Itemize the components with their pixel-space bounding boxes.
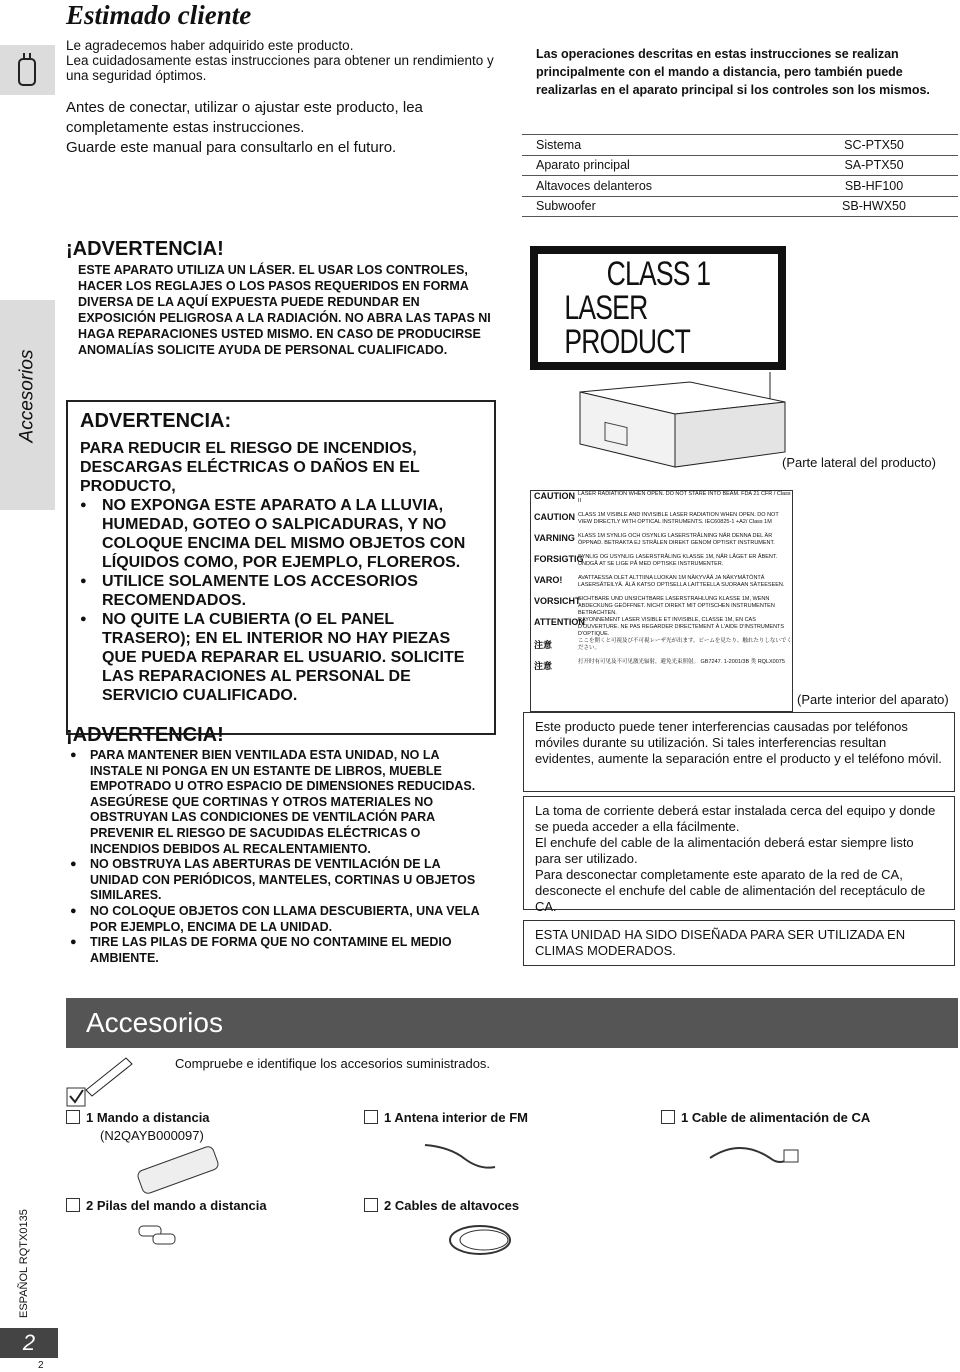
table-row xyxy=(522,176,958,197)
list-item: ● NO EXPONGA ESTE APARATO A LA LLUVIA, HUMEDAD, GOTEO O SALPICADURAS, Y NO COLOQUE ENCIMA DEL MISMO OBJETOS CON LÍQUIDOS COMO, POR EJEMPLO, FLOREROS. xyxy=(80,496,482,572)
caution-row xyxy=(531,659,792,680)
caution-text: LASER RADIATION WHEN OPEN. DO NOT STARE INTO BEAM. FDA 21 CFR / Class II xyxy=(578,491,791,504)
warning-heading: ¡ADVERTENCIA! xyxy=(66,238,224,260)
caution-word: FORSIGTIG xyxy=(534,554,584,564)
caution-label xyxy=(530,490,793,712)
checkbox[interactable] xyxy=(364,1110,378,1124)
caption-side: (Parte lateral del producto) xyxy=(782,455,936,470)
table-cell: SA-PTX50 xyxy=(790,155,958,176)
caution-word: 注意 xyxy=(534,661,553,671)
page-number-small: 2 xyxy=(38,1360,44,1371)
pen-check-icon xyxy=(66,1052,146,1107)
intro-instructions xyxy=(66,98,506,158)
antenna-icon xyxy=(420,1135,500,1175)
accessory-label: 1 Antena interior de FM xyxy=(384,1110,528,1125)
accessory-label: 1 Mando a distancia xyxy=(86,1110,210,1125)
caution-row xyxy=(531,491,792,512)
footer-lang: ESPAÑOL xyxy=(18,1267,30,1318)
warning-box-list xyxy=(80,496,482,705)
accessory-item xyxy=(364,1110,528,1125)
caution-text: 打开时有可见及不可见激光辐射，避免光束照射。 GB7247. 1-2001/3B 类 RQLX0075 xyxy=(578,659,785,665)
plug-icon xyxy=(0,45,55,95)
accessory-item xyxy=(66,1198,267,1213)
info-paragraph: Para desconectar completamente este aparato de la red de CA, desconecte el enchufe del cable de alimentación del receptáculo de CA. xyxy=(535,867,926,914)
intro-line: Le agradecemos haber adquirido este producto. xyxy=(66,38,354,53)
side-tab xyxy=(0,300,55,510)
intro-text xyxy=(66,38,506,83)
caution-row xyxy=(531,617,792,638)
caution-row xyxy=(531,554,792,575)
list-item: ● NO OBSTRUYA LAS ABERTURAS DE VENTILACIÓN DE LA UNIDAD CON PERIÓDICOS, MANTELES, CORTINAS U OBJETOS SIMILARES. xyxy=(70,857,480,904)
accessory-item xyxy=(661,1110,870,1125)
info-box-interference: Este producto puede tener interferencias causadas por teléfonos móviles durante su utilización. Si tales interferencias resultan evidentes, aumente la separación entre el producto y el teléfono móvil. xyxy=(523,712,955,792)
remote-icon xyxy=(128,1146,228,1196)
accessory-item xyxy=(364,1198,519,1213)
table-cell: SB-HF100 xyxy=(790,176,958,197)
accessory-sub: (N2QAYB000097) xyxy=(100,1128,204,1143)
checkbox[interactable] xyxy=(364,1198,378,1212)
caution-word: 注意 xyxy=(534,640,553,650)
list-item: ● UTILICE SOLAMENTE LOS ACCESORIOS RECOMENDADOS. xyxy=(80,572,482,610)
warning-text: ESTE APARATO UTILIZA UN LÁSER. EL USAR LOS CONTROLES, HACER LOS REGLAJES O LOS PASOS REQUERIDOS EN FORMA DIVERSA DE LA AQUÍ EXPUESTA PUEDE REDUNDAR EN EXPOSICIÓN PELIGROSA A LA RADIACIÓN. NO ABRA LAS TAPAS NI HAGA REPARACIONES USTED MISMO. EN CASO DE PRODUCIRSE ANOMALÍAS SOLICITE AYUDA DE PERSONAL CUALIFICADO. xyxy=(78,263,491,357)
side-tab-label: Accesorios xyxy=(16,349,38,443)
info-box-power xyxy=(523,796,955,914)
side-tab-icon-area xyxy=(0,45,55,95)
ventilation-warning xyxy=(70,748,480,966)
info-paragraph: La toma de corriente deberá estar instalada cerca del equipo y donde se pueda acceder a ella fácilmente. xyxy=(535,803,936,834)
caution-word: CAUTION xyxy=(534,512,575,522)
caution-word: VORSICHT xyxy=(534,596,581,606)
table-cell: SC-PTX50 xyxy=(790,135,958,156)
table-cell: SB-HWX50 xyxy=(790,196,958,217)
table-cell: Sistema xyxy=(522,135,790,156)
checkbox[interactable] xyxy=(66,1198,80,1212)
batteries-icon xyxy=(135,1218,185,1253)
caution-text: RAYONNEMENT LASER VISIBLE ET INVISIBLE, CLASSE 1M, EN CAS D'OUVERTURE. NE PAS REGARDER DIRECTEMENT À L'AIDE D'INSTRUMENTS D'OPTIQUE. xyxy=(578,617,785,637)
intro-line: Antes de conectar, utilizar o ajustar este producto, lea completamente estas instrucciones. xyxy=(66,99,423,136)
info-box-climate: ESTA UNIDAD HA SIDO DISEÑADA PARA SER UTILIZADA EN CLIMAS MODERADOS. xyxy=(523,920,955,966)
info-paragraph: El enchufe del cable de la alimentación deberá estar siempre listo para ser utilizado. xyxy=(535,835,914,866)
table-row xyxy=(522,135,958,156)
list-item: ● PARA MANTENER BIEN VENTILADA ESTA UNIDAD, NO LA INSTALE NI PONGA EN UN ESTANTE DE LIBROS, MUEBLE EMPOTRADO U OTRO ESPACIO DE DIMENSIONES REDUCIDAS. ASEGÚRESE QUE CORTINAS Y OTROS MATERIALES NO OBSTRUYAN LAS CONDICIONES DE VENTILACIÓN PARA PREVENIR EL RIESGO DE SACUDIDAS ELÉCTRICAS O INCENDIOS DEBIDOS AL RECALENTAMIENTO. xyxy=(70,748,480,857)
table-row xyxy=(522,155,958,176)
laser-label-line: CLASS 1 xyxy=(606,255,710,293)
caution-word: VARO! xyxy=(534,575,563,585)
page-number: 2 xyxy=(0,1328,58,1358)
list-item: ● NO COLOQUE OBJETOS CON LLAMA DESCUBIERTA, UNA VELA POR EJEMPLO, ENCIMA DE LA UNIDAD. xyxy=(70,904,480,935)
accessory-item xyxy=(66,1110,210,1125)
page-title: Estimado cliente xyxy=(66,0,252,30)
list-item: ● NO QUITE LA CUBIERTA (O EL PANEL TRASERO); EN EL INTERIOR NO HAY PIEZAS QUE PUEDA REPARAR EL USUARIO. SOLICITE LAS REPARACIONES AL PERSONAL DE SERVICIO CUALIFICADO. xyxy=(80,610,482,705)
accessories-intro: Compruebe e identifique los accesorios suministrados. xyxy=(175,1056,491,1071)
intro-line: Lea cuidadosamente estas instrucciones para obtener un rendimiento y una seguridad óptimos. xyxy=(66,53,494,83)
caution-text: AVATTAESSA OLET ALTTIINA LUOKAN 1M NÄKYVÄÄ JA NÄKYMÄTÖNTÄ LASERSÄTEILYÄ. ÄLÄ KATSO OPTISELLA LAITTEELLA SUORAAN SÄTEESEEN. xyxy=(578,575,785,588)
table-cell: Altavoces delanteros xyxy=(522,176,790,197)
table-cell: Aparato principal xyxy=(522,155,790,176)
caution-row xyxy=(531,596,792,617)
checkbox[interactable] xyxy=(661,1110,675,1124)
product-illustration xyxy=(560,372,790,487)
caution-row xyxy=(531,638,792,659)
intro-line: Guarde este manual para consultarlo en el futuro. xyxy=(66,139,397,156)
caution-text: SYNLIG OG USYNLIG LASERSTRÅLING KLASSE 1M, NÅR LÅGET ER ÅBENT. UNDGÅ AT SE LIGE PÅ MED OPTISKE INSTRUMENTER. xyxy=(578,554,778,567)
speaker-cables-icon xyxy=(440,1218,530,1263)
checkbox[interactable] xyxy=(66,1110,80,1124)
caution-text: SICHTBARE UND UNSICHTBARE LASERSTRAHLUNG KLASSE 1M, WENN ABDECKUNG GEÖFFNET. NICHT DIREKT MIT OPTISCHEN INSTRUMENTEN BETRACHTEN. xyxy=(578,596,775,616)
caution-word: VARNING xyxy=(534,533,575,543)
laser-label xyxy=(530,246,786,370)
footer-code: RQTX0135 xyxy=(18,1209,30,1265)
caution-text: KLASS 1M SYNLIG OCH OSYNLIG LASERSTRÅLNING NÄR DENNA DEL ÄR ÖPPNAD. BETRAKTA EJ STRÅLEN DIREKT GENOM OPTISKT INSTRUMENT. xyxy=(578,533,775,546)
caution-row xyxy=(531,533,792,554)
caution-word: ATTENTION xyxy=(534,617,585,627)
power-cable-icon xyxy=(700,1128,810,1178)
caution-word: CAUTION xyxy=(534,491,575,501)
system-table xyxy=(522,134,958,217)
warning-box-heading: ADVERTENCIA: xyxy=(80,410,232,432)
list-item: ● TIRE LAS PILAS DE FORMA QUE NO CONTAMINE EL MEDIO AMBIENTE. xyxy=(70,935,480,966)
accessory-label: 2 Pilas del mando a distancia xyxy=(86,1198,267,1213)
footer-language xyxy=(18,1209,30,1318)
caution-text: CLASS 1M VISIBLE AND INVISIBLE LASER RADIATION WHEN OPEN. DO NOT VIEW DIRECTLY WITH OPTICAL INSTRUMENTS. IEC60825-1 +A2/ Class 1M xyxy=(578,512,779,525)
warning-heading: ¡ADVERTENCIA! xyxy=(66,724,224,746)
warning-box xyxy=(66,400,496,735)
table-row xyxy=(522,196,958,217)
accessory-label: 1 Cable de alimentación de CA xyxy=(681,1110,871,1125)
caution-row xyxy=(531,512,792,533)
table-cell: Subwoofer xyxy=(522,196,790,217)
caution-row xyxy=(531,575,792,596)
caution-text: ここを開くと可視及び不可視レーザ光が出ます。ビームを見たり、触れたりしないでください。 xyxy=(578,638,792,651)
accessory-label: 2 Cables de altavoces xyxy=(384,1198,520,1213)
operations-note: Las operaciones descritas en estas instrucciones se realizan principalmente con el mando a distancia, pero también puede realizarlas en el aparato principal si los controles son los mismos. xyxy=(536,47,930,97)
accessories-banner: Accesorios xyxy=(66,998,958,1048)
caption-interior: (Parte interior del aparato) xyxy=(797,692,949,707)
warning-box-lead: PARA REDUCIR EL RIESGO DE INCENDIOS, DESCARGAS ELÉCTRICAS O DAÑOS EN EL PRODUCTO, xyxy=(80,440,420,495)
laser-label-line: LASER PRODUCT xyxy=(564,289,691,361)
